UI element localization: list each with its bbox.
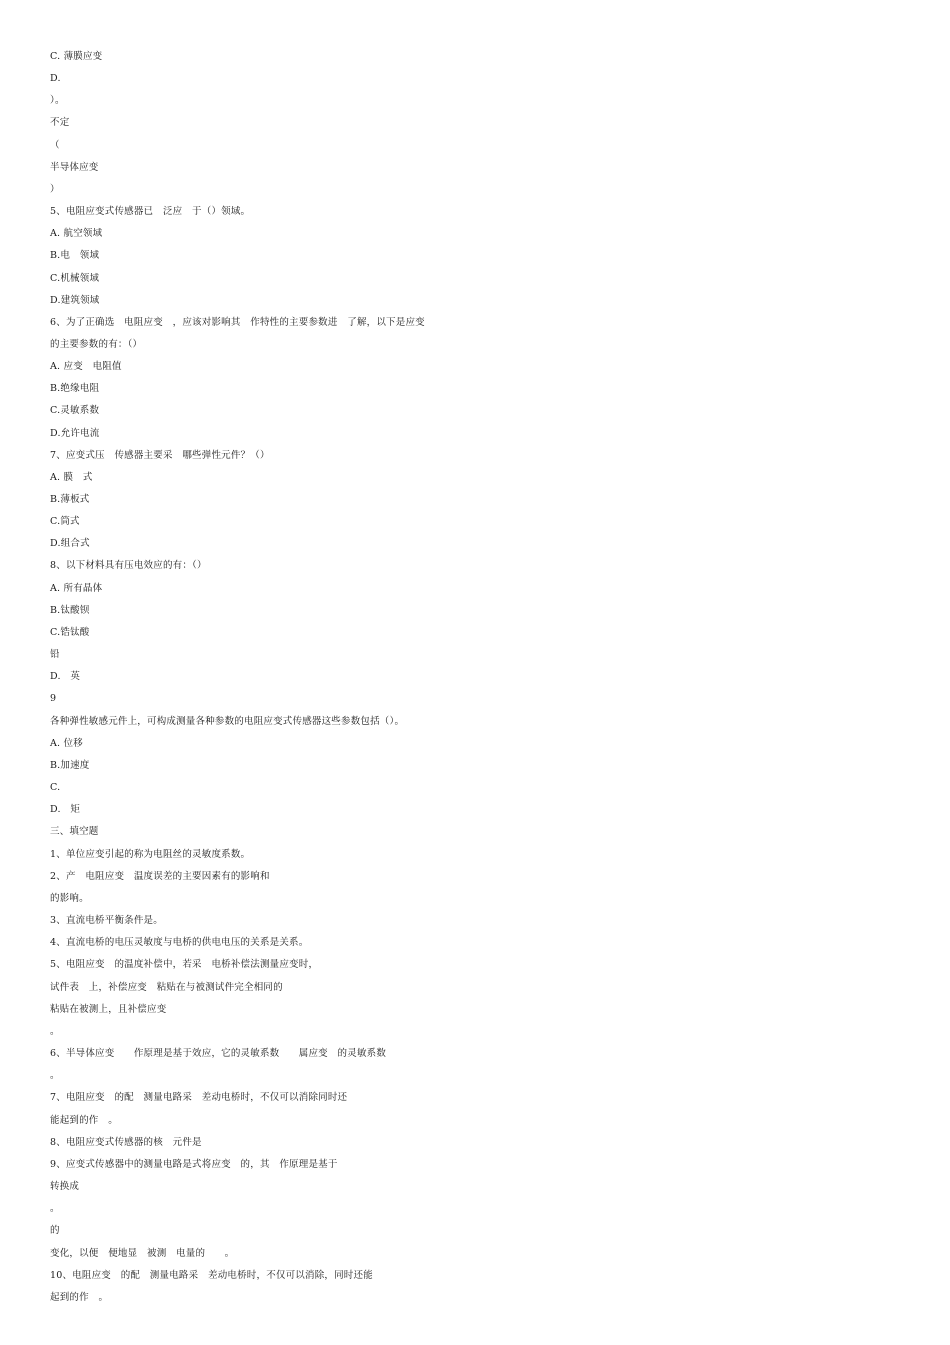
text-line: 能起到的作 。 — [50, 1115, 118, 1126]
text-line: ）。 — [50, 95, 65, 106]
option-a: A. 膜 式 — [50, 472, 93, 483]
fill-question-6: 6、半导体应变 作原理是基于效应，它的灵敏系数 属应变 的灵敏系数 — [50, 1048, 387, 1059]
text-line: D. — [50, 73, 61, 84]
fill-question-3: 3、直流电桥平衡条件是。 — [50, 915, 163, 926]
text-line: 的影响。 — [50, 893, 89, 904]
fill-question-4: 4、直流电桥的电压灵敏度与电桥的供电电压的关系是关系。 — [50, 937, 309, 948]
option-b: B.电 领域 — [50, 250, 100, 261]
text-line: 。 — [50, 1070, 60, 1081]
question-6: 6、为了正确选 电阻应变 ，应该对影响其 作特性的主要参数进 了解，以下是应变 — [50, 317, 425, 328]
fill-question-9: 9、应变式传感器中的测量电路是式将应变 的，其 作原理是基于 — [50, 1159, 338, 1170]
text-line: 半导体应变 — [50, 162, 99, 173]
option-d: D.组合式 — [50, 538, 90, 549]
text-line: 的 — [50, 1225, 60, 1236]
section-heading: 三、填空题 — [50, 826, 99, 837]
option-d: D. 英 — [50, 671, 81, 682]
text-line: 试件表 上，补偿应变 粘贴在与被测试件完全相同的 — [50, 982, 283, 993]
question-5: 5、电阻应变式传感器已 泛应 于（）领域。 — [50, 206, 251, 217]
text-line: 转换成 — [50, 1181, 80, 1192]
option-c: C.灵敏系数 — [50, 405, 100, 416]
text-line: 。 — [50, 1026, 60, 1037]
option-c: C.筒式 — [50, 516, 80, 527]
option-a: A. 航空领域 — [50, 228, 103, 239]
option-b: B.薄板式 — [50, 494, 90, 505]
text-line: 铅 — [50, 649, 60, 660]
fill-question-8: 8、电阻应变式传感器的核 元件是 — [50, 1137, 202, 1148]
text-line: 。 — [50, 1203, 60, 1214]
question-8: 8、以下材料具有压电效应的有：（） — [50, 560, 207, 571]
option-a: A. 位移 — [50, 738, 83, 749]
question-7: 7、应变式压 传感器主要采 哪些弹性元件？（） — [50, 450, 270, 461]
option-c: C. — [50, 782, 61, 793]
text-line: C. 薄膜应变 — [50, 51, 103, 62]
fill-question-2: 2、产 电阻应变 温度误差的主要因素有的影响和 — [50, 871, 270, 882]
fill-question-7: 7、电阻应变 的配 测量电路采 差动电桥时，不仅可以消除同时还 — [50, 1092, 348, 1103]
text-line: （ — [50, 140, 60, 151]
option-d: D. 矩 — [50, 804, 81, 815]
option-c: C.锆钛酸 — [50, 627, 90, 638]
option-d: D.建筑领域 — [50, 295, 100, 306]
option-b: B.绝缘电阻 — [50, 383, 100, 394]
option-b: B.钛酸钡 — [50, 605, 90, 616]
question-9-number: 9 — [50, 693, 57, 704]
option-c: C.机械领域 — [50, 273, 100, 284]
text-line: 变化，以便 便地显 被测 电量的 。 — [50, 1248, 235, 1259]
fill-question-5: 5、电阻应变 的温度补偿中，若采 电桥补偿法测量应变时， — [50, 959, 319, 970]
text-line: 不定 — [50, 117, 70, 128]
text-line: 起到的作 。 — [50, 1292, 109, 1303]
option-b: B.加速度 — [50, 760, 90, 771]
question-9: 各种弹性敏感元件上，可构成测量各种参数的电阻应变式传感器这些参数包括（）。 — [50, 716, 405, 727]
option-a: A. 所有晶体 — [50, 583, 103, 594]
option-d: D.允许电流 — [50, 428, 100, 439]
text-line: 的主要参数的有：（） — [50, 339, 143, 350]
fill-question-10: 10、电阻应变 的配 测量电路采 差动电桥时，不仅可以消除，同时还能 — [50, 1270, 373, 1281]
fill-question-1: 1、单位应变引起的称为电阻丝的灵敏度系数。 — [50, 849, 251, 860]
option-a: A. 应变 电阻值 — [50, 361, 122, 372]
text-line: 粘贴在被测上，且补偿应变 — [50, 1004, 167, 1015]
text-line: ） — [50, 184, 60, 195]
